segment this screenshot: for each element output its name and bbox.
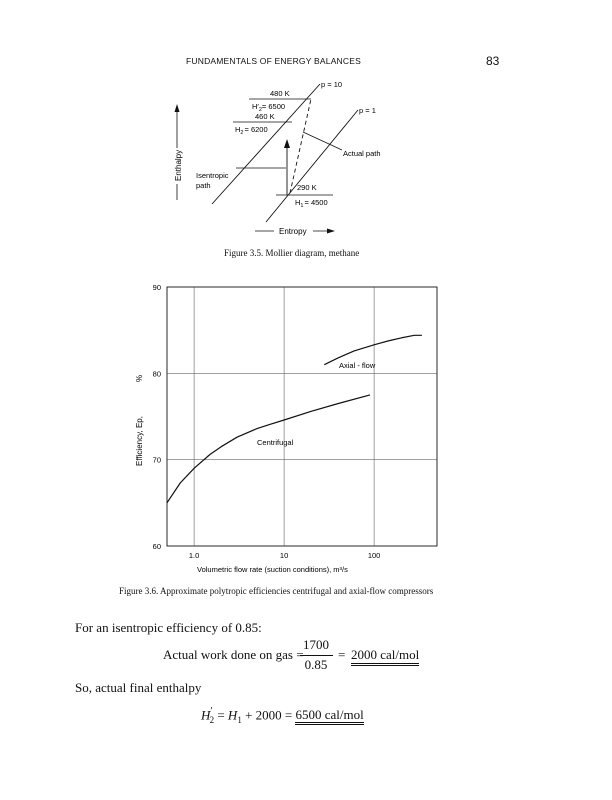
equation-2-eq1: = [214,707,228,723]
equation-2-h1: H [227,707,238,723]
mollier-diagram [0,0,612,270]
chart-y-unit: % [135,374,144,382]
x-tick-label-100: 100 [367,551,381,560]
entropy-axis-arrowhead [327,229,335,234]
y-tick-label-60: 60 [152,542,161,551]
efficiency-chart [0,270,612,585]
equation-1-equals: = [338,647,346,662]
series-label-centrifugal: Centrifugal [257,438,294,447]
plot-frame [167,287,437,546]
label-p1: p = 1 [359,106,376,115]
label-isentropic-1: Isentropic [196,171,229,180]
figure-3-5-caption: Figure 3.5. Mollier diagram, methane [224,248,360,258]
x-tick-label-10: 10 [279,551,289,560]
label-isentropic-2: path [196,181,211,190]
label-h1: $H_1= 4500$ [295,198,328,209]
y-tick-label-90: 90 [152,283,161,292]
equation-2-h2: H [201,707,211,723]
series-line-centrifugal [167,395,370,503]
equation-2-prime: ′ [210,706,213,717]
x-tick-label-1.0: 1.0 [188,551,200,560]
body-line-isentropic-efficiency: For an isentropic efficiency of 0.85: [75,620,262,635]
enthalpy-axis-label: Enthalpy [174,149,183,181]
entropy-axis-label: Entropy [279,227,307,236]
equation-2-sub: 2 [209,714,215,725]
equation-2-h1-sub: 1 [237,714,242,725]
y-tick-label-80: 80 [152,369,161,379]
actual-path-leader [303,132,342,150]
label-h2prime: $H'_2= 6500$ [252,102,286,113]
equation-final-enthalpy [201,706,364,725]
label-480k: 480 K [270,89,290,98]
figure-3-6-caption: Figure 3.6. Approximate polytropic efficiencies centrifugal and axial-flow compressors [119,586,434,596]
body-line-final-enthalpy: So, actual final enthalpy [75,680,202,695]
label-460k: 460 K [255,112,275,121]
label-p10: p = 10 [321,80,343,89]
label-h2: $H_2= 6200$ [235,125,268,136]
equation-1-numerator: 1700 [303,637,329,652]
isentropic-path-arrowhead [284,139,290,148]
label-actual-path: Actual path [343,149,381,158]
equation-1-fraction-bar [300,655,333,656]
chart-x-label: Volumetric flow rate (suction conditions), m³/s [197,565,348,574]
equation-1-denominator: 0.85 [304,657,328,672]
label-290k: 290 K [297,183,317,192]
y-tick-label-70: 70 [152,455,161,465]
equation-2-eq2: + 2000 = [241,707,296,723]
chart-y-label: Efficiency, Ep, [135,416,144,466]
page-number: 83 [486,54,500,68]
equation-1-result: 2000 cal/mol [351,647,419,666]
equation-1-lhs: Actual work done on gas = [163,647,304,662]
running-title: FUNDAMENTALS OF ENERGY BALANCES [186,56,361,66]
series-label-axial: Axial - flow [339,361,376,370]
enthalpy-axis-arrowhead [175,104,180,112]
actual-path-dashed [290,99,311,193]
equation-2-result: 6500 cal/mol [295,707,363,725]
